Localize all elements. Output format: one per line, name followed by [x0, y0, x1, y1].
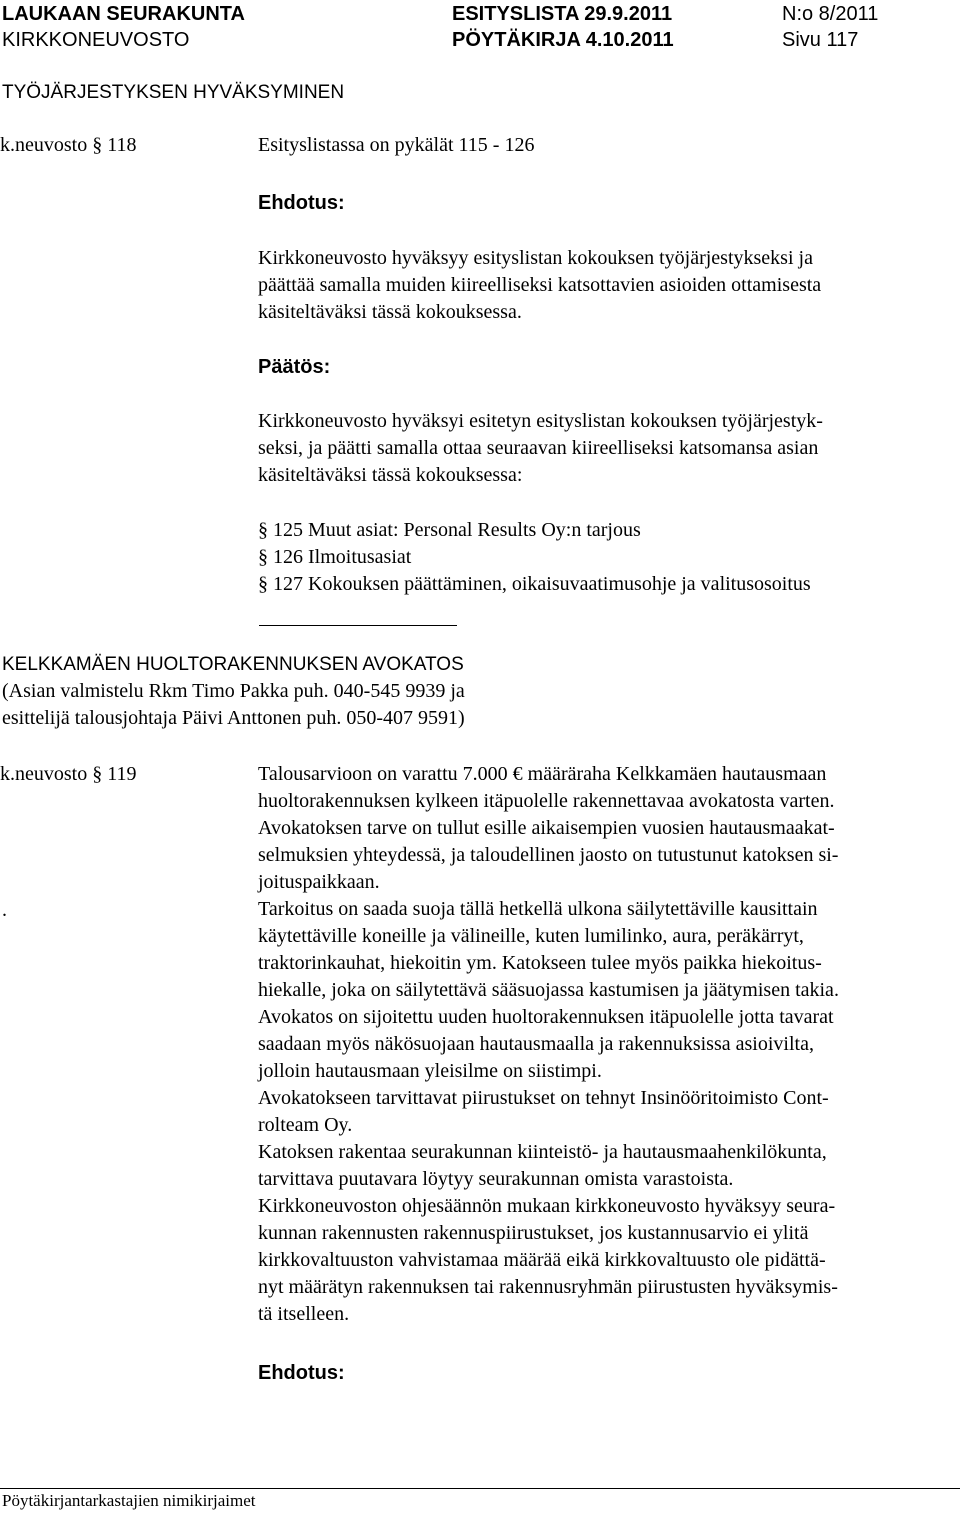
decision-line: Kirkkoneuvosto hyväksyi esitetyn esityslistan kokouksen työjärjestyk- [258, 410, 823, 432]
section-title: KELKKAMÄEN HUOLTORAKENNUKSEN AVOKATOS [2, 654, 464, 675]
separator-rule [259, 625, 457, 626]
preparation-line: esittelijä talousjohtaja Päivi Anttonen puh. 050-407 9591) [2, 707, 465, 729]
body-line: hiekalle, joka on säilytettävä sääsuojassa kastumisen ja jäätymisen takia. [258, 979, 839, 1001]
body-line: joituspaikkaan. [258, 871, 380, 893]
body-line: huoltorakennuksen kylkeen itäpuolelle rakennettavaa avokatosta varten. [258, 790, 835, 812]
decision-text [258, 408, 948, 489]
page-number: Sivu 117 [782, 29, 859, 51]
list-item: § 126 Ilmoitusasiat [258, 546, 412, 568]
body-line: Katoksen rakentaa seurakunnan kiinteistö- ja hautausmaahenkilökunta, [258, 1141, 827, 1163]
body-line: traktorinkauhat, hiekoitin ym. Katokseen tulee myös paikka hiekoitus- [258, 952, 822, 974]
body-line: Talousarvioon on varattu 7.000 € määräraha Kelkkamäen hautausmaan [258, 763, 827, 785]
agenda-date: ESITYSLISTA 29.9.2011 [452, 3, 673, 25]
section-title: TYÖJÄRJESTYKSEN HYVÄKSYMINEN [2, 82, 345, 103]
body-line: käytettäville koneille ja välineille, kuten lumilinko, aura, peräkärryt, [258, 925, 804, 947]
body-line: Avokatoksen tarve on tullut esille aikaisempien vuosien hautausmaakat- [258, 817, 835, 839]
list-item: § 125 Muut asiat: Personal Results Oy:n tarjous [258, 519, 641, 541]
proposal-line: käsiteltäväksi tässä kokouksessa. [258, 301, 522, 323]
agenda-intro: Esityslistassa on pykälät 115 - 126 [258, 134, 535, 156]
decision-line: käsiteltäväksi tässä kokouksessa: [258, 464, 523, 486]
body-line: nyt määrätyn rakennuksen tai rakennusryhmän piirustusten hyväksymis- [258, 1276, 838, 1298]
body-line: saadaan myös näkösuojaan hautausmaalla ja rakennuksissa asioivilta, [258, 1033, 814, 1055]
body-line: tä itselleen. [258, 1303, 350, 1325]
decision-heading: Päätös: [258, 356, 331, 378]
preparation-line: (Asian valmistelu Rkm Timo Pakka puh. 040-545 9939 ja [2, 680, 465, 702]
body-name: KIRKKONEUVOSTO [2, 29, 190, 51]
section-reference: k.neuvosto § 119 [0, 763, 137, 785]
body-line: Tarkoitus on saada suoja tällä hetkellä ulkona säilytettäville kausittain [258, 898, 818, 920]
body-line: Kirkkoneuvoston ohjesäännön mukaan kirkkoneuvosto hyväksyy seura- [258, 1195, 836, 1217]
added-items-list [258, 517, 948, 598]
section-body [258, 761, 948, 1328]
body-line: selmuksien yhteydessä, ja taloudellinen jaosto on tutustunut katoksen si- [258, 844, 839, 866]
body-line: jolloin hautausmaan yleisilme on siistimpi. [258, 1060, 602, 1082]
footer-rule [0, 1488, 960, 1489]
proposal-heading: Ehdotus: [258, 192, 345, 214]
signatures-label: Pöytäkirjantarkastajien nimikirjaimet [2, 1491, 256, 1510]
body-line: kunnan rakennusten rakennuspiirustukset, jos kustannusarvio ei ylitä [258, 1222, 809, 1244]
body-line: Avokatokseen tarvittavat piirustukset on tehnyt Insinööritoimisto Cont- [258, 1087, 829, 1109]
body-line: rolteam Oy. [258, 1114, 353, 1136]
proposal-text [258, 245, 948, 326]
minutes-date: PÖYTÄKIRJA 4.10.2011 [452, 29, 674, 51]
proposal-heading: Ehdotus: [258, 1362, 345, 1384]
proposal-line: Kirkkoneuvosto hyväksyy esityslistan kokouksen työjärjestykseksi ja [258, 247, 813, 269]
document-number: N:o 8/2011 [782, 3, 879, 25]
section-reference: k.neuvosto § 118 [0, 134, 137, 156]
org-name: LAUKAAN SEURAKUNTA [2, 3, 245, 25]
list-item: § 127 Kokouksen päättäminen, oikaisuvaatimusohje ja valitusosoitus [258, 573, 811, 595]
body-line: kirkkovaltuuston vahvistamaa määrää eikä kirkkovaltuusto ole pidättä- [258, 1249, 826, 1271]
decision-line: seksi, ja päätti samalla ottaa seuraavan kiireelliseksi katsomansa asian [258, 437, 819, 459]
body-line: Avokatos on sijoitettu uuden huoltorakennuksen itäpuolelle jotta tavarat [258, 1006, 834, 1028]
stray-dot: . [2, 899, 7, 921]
proposal-line: päättää samalla muiden kiireelliseksi katsottavien asioiden ottamisesta [258, 274, 822, 296]
body-line: tarvittava puutavara löytyy seurakunnan omista varastoista. [258, 1168, 734, 1190]
